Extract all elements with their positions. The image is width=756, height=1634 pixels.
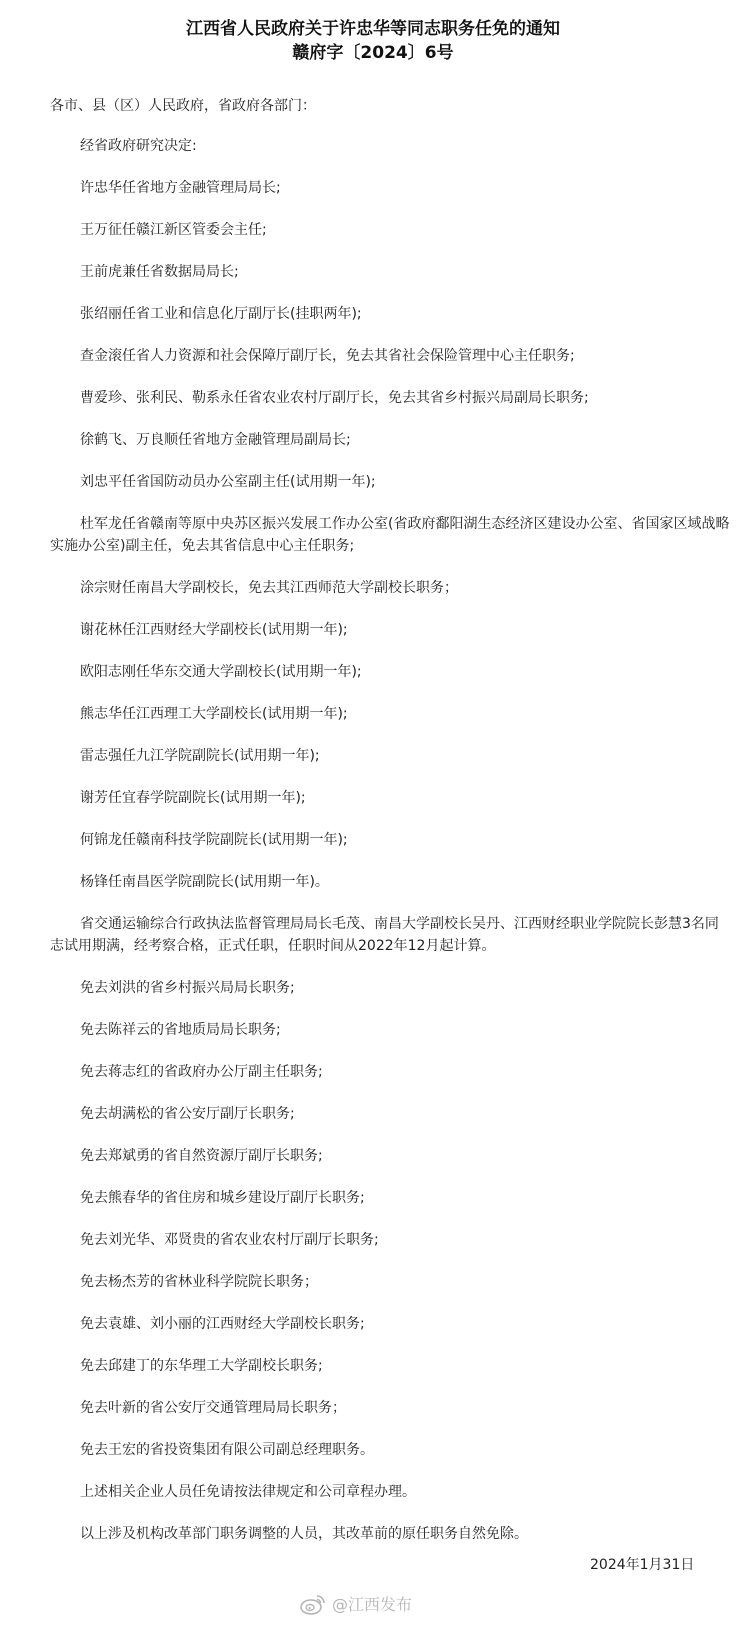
notice-title: 江西省人民政府关于许忠华等同志职务任免的通知 bbox=[186, 19, 560, 39]
paragraph: 以上涉及机构改革部门职务调整的人员，其改革前的原任职务自然免除。 bbox=[80, 1526, 528, 1542]
paragraph: 省交通运输综合行政执法监督管理局局长毛茂、南昌大学副校长吴丹、江西财经职业学院院长彭慧3名同志试用期满，经考察合格，正式任职，任职时间从2022年12月起计算。 bbox=[50, 916, 719, 954]
paragraph: 免去熊春华的省住房和城乡建设厅副厅长职务; bbox=[80, 1190, 365, 1206]
paragraph: 免去陈祥云的省地质局局长职务; bbox=[80, 1022, 281, 1038]
paragraph: 王万征任赣江新区管委会主任; bbox=[80, 222, 267, 238]
paragraph: 杨锋任南昌医学院副院长(试用期一年)。 bbox=[80, 874, 329, 890]
salutation: 各市、县（区）人民政府，省政府各部门： bbox=[50, 98, 316, 114]
watermark-text: @江西发布 bbox=[332, 1595, 413, 1614]
paragraph: 免去叶新的省公安厅交通管理局局长职务； bbox=[80, 1400, 346, 1416]
paragraph: 杜军龙任省赣南等原中央苏区振兴发展工作办公室(省政府鄱阳湖生态经济区建设办公室、省国家区域战略实施办公室)副主任，免去其省信息中心主任职务; bbox=[50, 516, 730, 554]
paragraph: 欧阳志刚任华东交通大学副校长(试用期一年); bbox=[80, 664, 362, 680]
paragraph: 许忠华任省地方金融管理局局长; bbox=[80, 180, 281, 196]
paragraph: 谢芳任宜春学院副院长(试用期一年); bbox=[80, 790, 306, 806]
paragraph: 免去袁雄、刘小丽的江西财经大学副校长职务; bbox=[80, 1316, 365, 1332]
paragraph: 何锦龙任赣南科技学院副院长(试用期一年); bbox=[80, 832, 348, 848]
paragraph: 免去杨杰芳的省林业科学院院长职务； bbox=[80, 1274, 318, 1290]
document-number: 赣府字〔2024〕6号 bbox=[292, 43, 454, 63]
paragraph: 熊志华任江西理工大学副校长(试用期一年); bbox=[80, 706, 348, 722]
issue-date: 2024年1月31日 bbox=[590, 1557, 695, 1573]
paragraph: 免去王宏的省投资集团有限公司副总经理职务。 bbox=[80, 1442, 374, 1458]
paragraph: 免去刘洪的省乡村振兴局局长职务; bbox=[80, 980, 295, 996]
paragraph: 刘忠平任省国防动员办公室副主任(试用期一年); bbox=[80, 474, 376, 490]
notice-header bbox=[0, 18, 756, 64]
watermark bbox=[300, 1592, 412, 1615]
paragraph: 上述相关企业人员任免请按法律规定和公司章程办理。 bbox=[80, 1484, 416, 1500]
paragraph: 经省政府研究决定: bbox=[80, 138, 197, 154]
paragraph: 雷志强任九江学院副院长(试用期一年); bbox=[80, 748, 320, 764]
weibo-icon bbox=[300, 1593, 326, 1615]
notice-body bbox=[50, 95, 730, 1545]
paragraph-list bbox=[50, 135, 730, 1545]
paragraph: 谢花林任江西财经大学副校长(试用期一年); bbox=[80, 622, 348, 638]
paragraph: 涂宗财任南昌大学副校长，免去其江西师范大学副校长职务； bbox=[80, 580, 458, 596]
paragraph: 免去邱建丁的东华理工大学副校长职务; bbox=[80, 1358, 323, 1374]
paragraph: 免去胡满松的省公安厅副厅长职务; bbox=[80, 1106, 295, 1122]
paragraph: 曹爱珍、张利民、勒系永任省农业农村厅副厅长，免去其省乡村振兴局副局长职务; bbox=[80, 390, 589, 406]
paragraph: 免去刘光华、邓贤贵的省农业农村厅副厅长职务; bbox=[80, 1232, 379, 1248]
paragraph: 徐鹤飞、万良顺任省地方金融管理局副局长; bbox=[80, 432, 351, 448]
paragraph: 查金滚任省人力资源和社会保障厅副厅长，免去其省社会保险管理中心主任职务; bbox=[80, 348, 575, 364]
paragraph: 免去蒋志红的省政府办公厅副主任职务; bbox=[80, 1064, 323, 1080]
paragraph: 张绍丽任省工业和信息化厅副厅长(挂职两年); bbox=[80, 306, 362, 322]
paragraph: 免去郑斌勇的省自然资源厅副厅长职务; bbox=[80, 1148, 323, 1164]
paragraph: 王前虎兼任省数据局局长; bbox=[80, 264, 239, 280]
